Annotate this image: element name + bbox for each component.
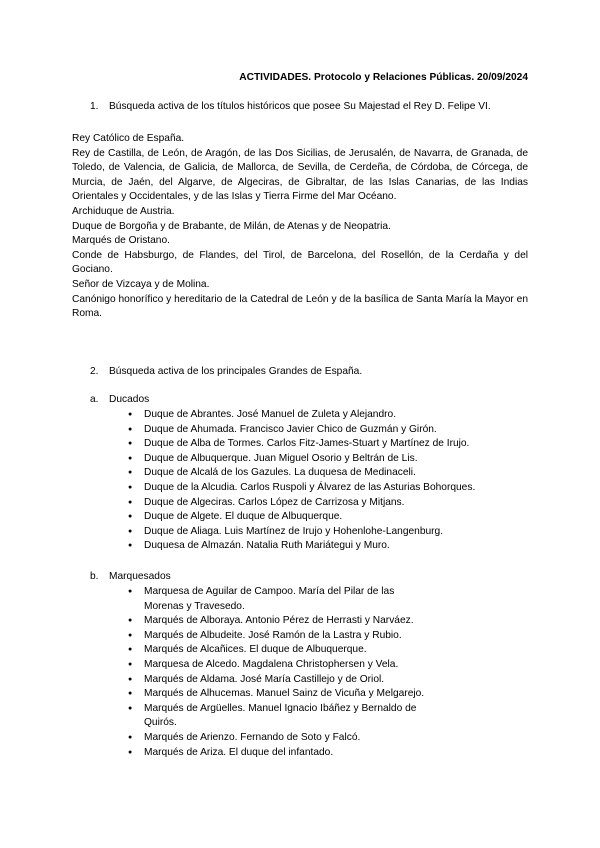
question-2-number: 2. bbox=[90, 366, 99, 377]
title-line: Rey de Castilla, de León, de Aragón, de las Dos Sicilias, de Jerusalén, de Navarra, de Granada, de Toledo, de Valencia, de Galicia, de Mallorca, de Sevilla, de Cerdeña, de Córdoba, de Córcega, de Murcia, de Jaén, del Algarve, de Algeciras, de Gibraltar, de las Islas Canarias, de las Indias Orientales y Occidentales, y de las Islas y Tierra Firme del Mar Océano. bbox=[72, 147, 528, 203]
list-item: ● Marqués de Aldama. José María Castillejo y de Oriol. bbox=[128, 673, 433, 688]
list-item: ● Duque de Alba de Tormes. Carlos Fitz-James-Stuart y Martínez de Irujo. bbox=[128, 437, 528, 452]
list-item: ● Marqués de Albudeite. José Ramón de la Lastra y Rubio. bbox=[128, 629, 433, 644]
question-1 bbox=[90, 101, 491, 112]
marquesados-title: Marquesados bbox=[109, 571, 171, 582]
title-line: Archiduque de Austria. bbox=[72, 205, 175, 217]
question-1-number: 1. bbox=[90, 101, 99, 112]
royal-titles bbox=[72, 132, 528, 322]
question-1-text: Búsqueda activa de los títulos históricos que posee Su Majestad el Rey D. Felipe VI. bbox=[109, 101, 491, 112]
list-item: ● Duquesa de Almazán. Natalia Ruth Mariátegui y Muro. bbox=[128, 539, 528, 554]
list-item: ● Duque de Albuquerque. Juan Miguel Osorio y Beltrán de Lis. bbox=[128, 452, 528, 467]
ducados-list bbox=[128, 408, 528, 554]
document-header: ACTIVIDADES. Protocolo y Relaciones Públicas. 20/09/2024 bbox=[239, 72, 528, 83]
title-line: Duque de Borgoña y de Brabante, de Milán, de Atenas y de Neopatria. bbox=[72, 220, 391, 232]
list-item: ● Duque de Abrantes. José Manuel de Zuleta y Alejandro. bbox=[128, 408, 528, 423]
list-item: ● Duque de Aliaga. Luis Martínez de Irujo y Hohenlohe-Langenburg. bbox=[128, 525, 528, 540]
list-item: ● Marquesa de Aguilar de Campoo. María del Pilar de las Morenas y Travesedo. bbox=[128, 585, 433, 614]
list-item: ● Duque de Ahumada. Francisco Javier Chico de Guzmán y Girón. bbox=[128, 423, 528, 438]
list-item: ● Duque de Alcalá de los Gazules. La duquesa de Medinaceli. bbox=[128, 466, 528, 481]
list-item: ● Marquesa de Alcedo. Magdalena Christophersen y Vela. bbox=[128, 658, 433, 673]
ducados-heading bbox=[90, 394, 149, 405]
list-item: ● Duque de Algete. El duque de Albuquerque. bbox=[128, 510, 528, 525]
ducados-title: Ducados bbox=[109, 394, 150, 405]
question-2 bbox=[90, 366, 362, 377]
list-item: ● Marqués de Alboraya. Antonio Pérez de Herrasti y Narváez. bbox=[128, 614, 433, 629]
list-item: ● Marqués de Ariza. El duque del infantado. bbox=[128, 746, 433, 761]
list-item: ● Marqués de Alcañices. El duque de Albuquerque. bbox=[128, 643, 433, 658]
marquesados-list bbox=[128, 585, 433, 760]
title-line: Rey Católico de España. bbox=[72, 133, 185, 144]
list-item: ● Marqués de Alhucemas. Manuel Sainz de Vicuña y Melgarejo. bbox=[128, 687, 433, 702]
title-line: Señor de Vizcaya y de Molina. bbox=[72, 278, 210, 290]
ducados-label: a. bbox=[90, 394, 99, 405]
question-2-text: Búsqueda activa de los principales Grandes de España. bbox=[109, 366, 363, 377]
list-item: ● Duque de Algeciras. Carlos López de Carrizosa y Mitjans. bbox=[128, 496, 528, 511]
list-item: ● Marqués de Arienzo. Fernando de Soto y Falcó. bbox=[128, 731, 433, 746]
list-item: ● Marqués de Argüelles. Manuel Ignacio Ibáñez y Bernaldo de Quirós. bbox=[128, 702, 433, 731]
marquesados-heading bbox=[90, 571, 171, 582]
marquesados-label: b. bbox=[90, 571, 99, 582]
list-item: ● Duque de la Alcudia. Carlos Ruspoli y Álvarez de las Asturias Bohorques. bbox=[128, 481, 528, 496]
title-line: Canónigo honorífico y hereditario de la Catedral de León y de la basílica de Santa María la Mayor en Roma. bbox=[72, 293, 528, 320]
title-line: Conde de Habsburgo, de Flandes, del Tirol, de Barcelona, del Rosellón, de la Cerdaña y del Gociano. bbox=[72, 249, 528, 276]
title-line: Marqués de Oristano. bbox=[72, 235, 170, 247]
